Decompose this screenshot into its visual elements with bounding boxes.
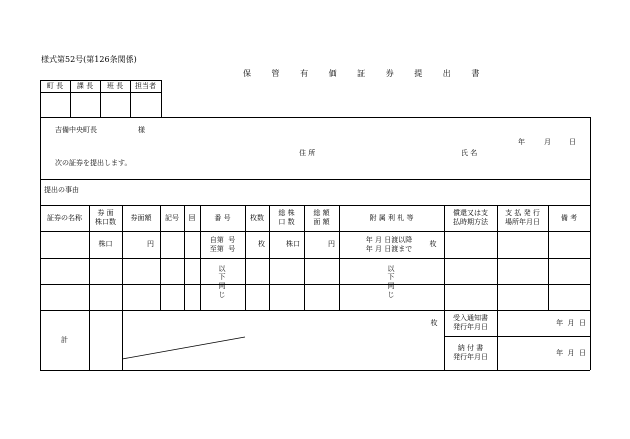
date-year: 年: [518, 138, 525, 146]
ditto-coupon: 以 下 同 じ: [387, 264, 395, 299]
date-month: 月: [544, 138, 551, 146]
form-number: 様式第52号(第126条関係): [41, 55, 137, 64]
header-symbol: 記号: [165, 213, 179, 222]
header-face-amount: 券面額: [130, 213, 152, 222]
approval-label-team-leader: 班 長: [106, 81, 124, 90]
header-total-amount: 総 額 面 額: [313, 209, 330, 226]
header-face-units: 券 面 株口数: [95, 209, 116, 226]
cancel-diagonal-line: [122, 336, 246, 360]
header-security-name: 証券の名称: [47, 213, 82, 222]
approval-label-mayor: 町 長: [46, 81, 64, 90]
row1-coupon-sheets: 枚: [429, 240, 437, 249]
notice-date-label: 受入通知書 発行年月日: [453, 314, 488, 331]
date-day: 日: [569, 138, 576, 146]
header-number: 番 号: [214, 213, 231, 222]
addressee: 吉備中央町長: [55, 126, 97, 134]
reason-label: 提出の事由: [44, 186, 79, 194]
payment-date-value: 年 月 日: [556, 348, 586, 357]
total-label: 計: [61, 335, 68, 344]
row1-total-units: 株口: [286, 240, 300, 249]
row1-sheets: 枚: [258, 240, 265, 249]
payment-date-label: 納 付 書 発行年月日: [453, 344, 488, 361]
row1-date-range: 年 月 日渡以降 年 月 日渡まで: [365, 235, 413, 253]
name-label: 氏 名: [461, 149, 478, 157]
approval-label-person-in-charge: 担当者: [135, 81, 156, 90]
ditto-serial: 以 下 同 じ: [218, 264, 226, 299]
row1-yen: 円: [147, 240, 154, 249]
header-round: 回: [188, 213, 196, 222]
honorific: 様: [138, 126, 145, 134]
header-count: 枚数: [250, 213, 264, 222]
approval-label-section-chief: 課 長: [76, 81, 94, 90]
notice-date-value: 年 月 日: [556, 318, 586, 327]
header-coupons: 附 属 利 札 等: [369, 213, 414, 222]
header-payment-place: 支 払 発 行 場所年月日: [505, 209, 540, 226]
header-remarks: 備 考: [560, 213, 578, 222]
header-redemption: 償還又は支 払時期方法: [453, 209, 488, 226]
statement: 次の証券を提出します。: [55, 159, 132, 167]
row1-total-yen: 円: [328, 240, 335, 249]
row1-serial-range: 自第 号 至第 号: [209, 235, 236, 253]
header-total-units: 総 株 口 数: [278, 209, 295, 226]
row1-stock-unit: 株口: [98, 240, 113, 249]
form-title: 保 管 有 価 証 券 提 出 書: [243, 69, 489, 78]
total-sheets: 枚: [430, 318, 438, 327]
address-label: 住 所: [299, 149, 316, 157]
